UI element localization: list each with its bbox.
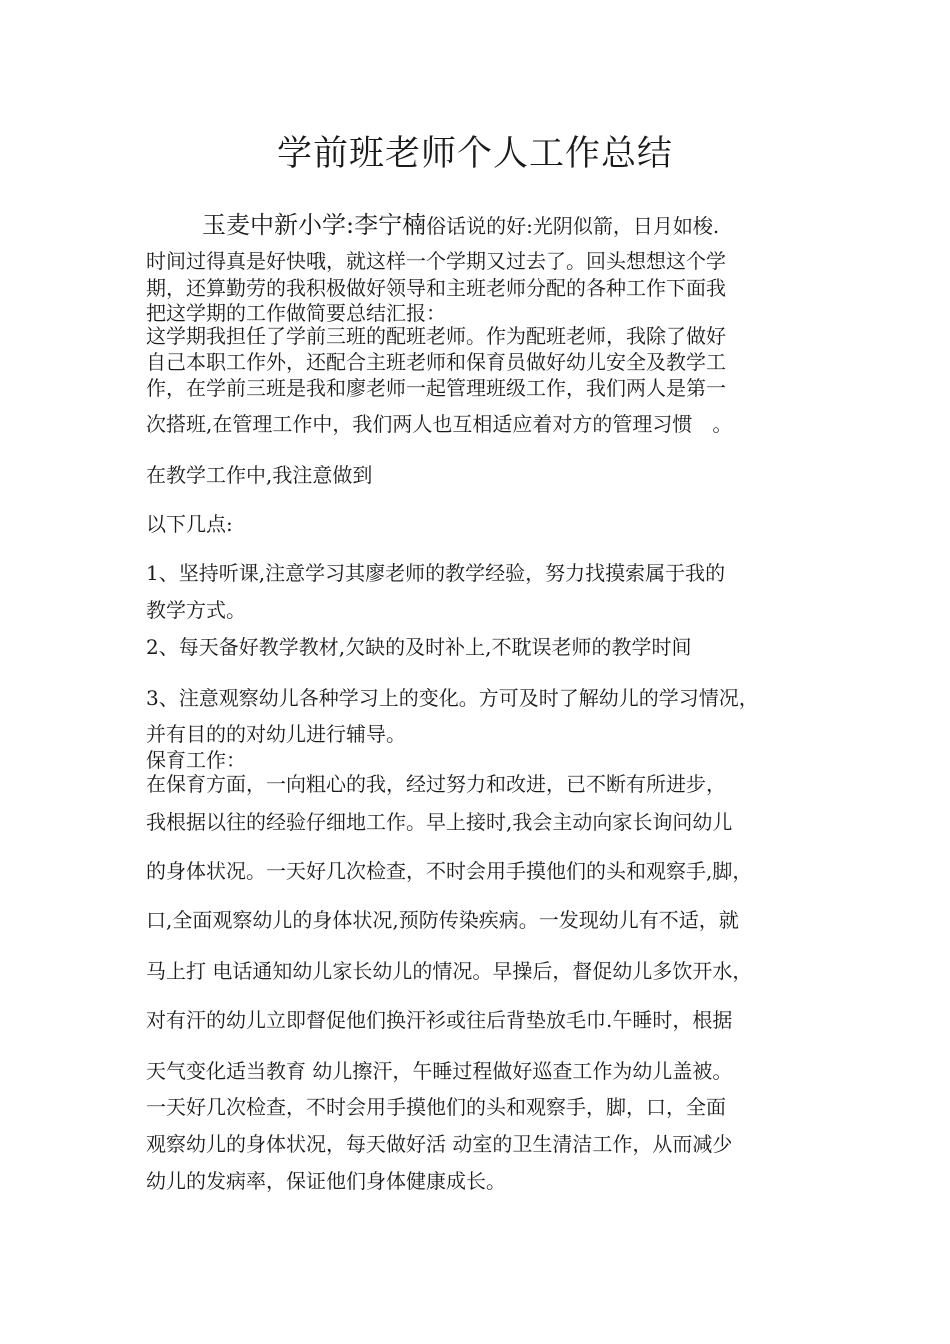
paragraph-line: 作，在学前三班是我和廖老师一起管理班级工作，我们两人是第一 [146,376,726,400]
paragraph-line: 这学期我担任了学前三班的配班老师。作为配班老师，我除了做好 [146,324,726,348]
paragraph-line: 俗话说的好:光阴似箭，日月如梭. [426,214,720,238]
paragraph-line: 时间过得真是好快哦，就这样一个学期又过去了。回头想想这个学 [146,249,726,273]
list-item-continued: 并有目的的对幼儿进行辅导。 [146,722,406,746]
author: 玉麦中新小学:李宁楠 [202,211,427,239]
paragraph-line: 次搭班,在管理工作中，我们两人也互相适应着对方的管理习惯 。 [146,412,733,436]
list-item: 2、每天备好教学教材,欠缺的及时补上,不耽误老师的教学时间 [146,635,692,659]
list-item: 3、注意观察幼儿各种学习上的变化。方可及时了解幼儿的学习情况， [146,686,759,710]
paragraph-line: 幼儿的发病率，保证他们身体健康成长。 [146,1169,506,1193]
section-heading: 保育工作： [146,748,246,772]
paragraph-line: 天气变化适当教育 幼儿擦汗，午睡过程做好巡查工作为幼儿盖被。 [146,1059,733,1083]
paragraph-line: 自己本职工作外，还配合主班老师和保育员做好幼儿安全及教学工 [146,350,726,374]
paragraph-line: 口,全面观察幼儿的身体状况,预防传染疾病。一发现幼儿有不适，就 [146,908,739,932]
author-line [202,205,719,240]
paragraph-line: 观察幼儿的身体状况，每天做好活 动室的卫生清洁工作，从而减少 [146,1132,733,1156]
document-title: 学前班老师个人工作总结 [276,134,673,174]
paragraph-line: 把这学期的工作做简要总结汇报： [146,301,446,325]
paragraph-line: 以下几点: [146,512,233,536]
paragraph-line: 一天好几次检查，不时会用手摸他们的头和观察手，脚，口，全面 [146,1095,726,1119]
paragraph-line: 马上打 电话通知幼儿家长幼儿的情况。早操后，督促幼儿多饮开水， [146,959,753,983]
paragraph-line: 在保育方面，一向粗心的我，经过努力和改进，已不断有所进步， [146,772,726,796]
list-item-continued: 教学方式。 [146,598,246,622]
paragraph-line: 的身体状况。一天好几次检查，不时会用手摸他们的头和观察手,脚， [146,859,753,883]
list-item: 1、坚持听课,注意学习其廖老师的教学经验，努力找摸索属于我的 [146,561,726,585]
paragraph-line: 对有汗的幼儿立即督促他们换汗衫或往后背垫放毛巾.午睡时，根据 [146,1008,733,1032]
paragraph-line: 期，还算勤劳的我积极做好领导和主班老师分配的各种工作下面我 [146,276,726,300]
paragraph-line: 我根据以往的经验仔细地工作。早上接时,我会主动向家长询问幼儿 [146,810,733,834]
paragraph-line: 在教学工作中,我注意做到 [146,463,373,487]
